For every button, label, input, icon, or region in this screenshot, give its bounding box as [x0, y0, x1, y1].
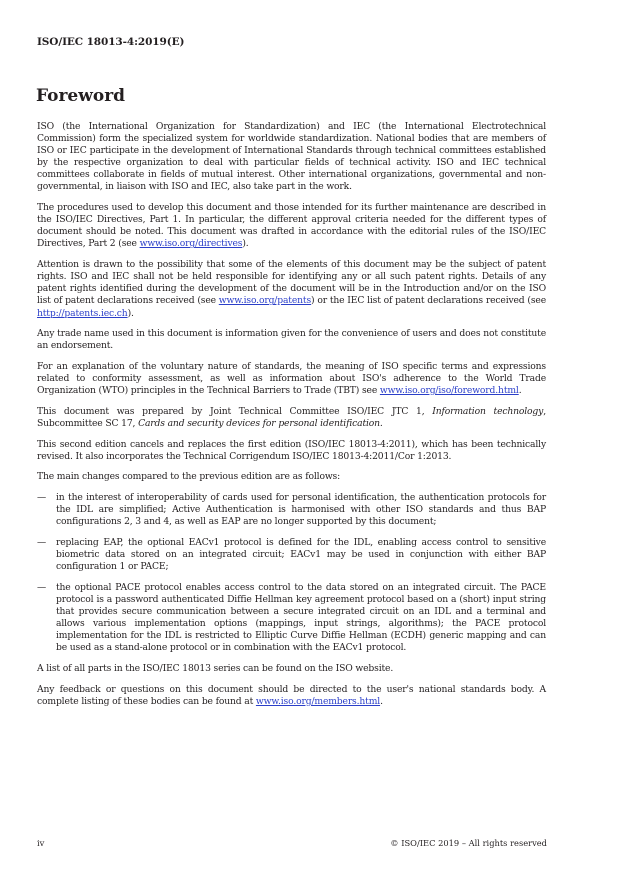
paragraph-text: The procedures used to develop this document and those intended for its further maintenance are described in the ISO/IEC Directives, Part 1. In particular, the different approval criteria needed for the different types of document should be noted. This document was drafted in accordance with the editorial rules of the ISO/IEC Directives, Part 2 (see — [37, 202, 546, 250]
paragraph-text: Attention is drawn to the possibility that some of the elements of this document may be the subject of patent rights. ISO and IEC shall not be held responsible for identifying any or all such patent rights. Details of any patent rights identified during the development of the document will be in the Introduction and/or on the ISO list of patent declarations received (see — [37, 259, 546, 307]
paragraph-text: . — [518, 385, 522, 397]
paragraph-text: For an explanation of the voluntary nature of standards, the meaning of ISO specific terms and expressions related to conformity assessment, as well as information about ISO's adherence to the World Trade Organization (WTO) principles in the Technical Barriers to Trade (TBT) see — [37, 360, 546, 397]
paragraph-trade-name: Any trade name used in this document is information given for the convenience of users and does not constitute an endorsement. — [37, 328, 546, 352]
page-number: iv — [37, 838, 45, 848]
paragraph-feedback — [37, 684, 546, 708]
paragraph-text: . — [380, 695, 383, 707]
list-item — [37, 492, 546, 528]
document-id-header: ISO/IEC 18013-4:2019(E) — [37, 36, 185, 48]
list-item — [37, 582, 546, 655]
paragraph-prepared-by — [37, 406, 546, 430]
foreword-body — [37, 121, 546, 716]
page-title: Foreword — [36, 86, 126, 106]
list-item — [37, 537, 546, 573]
paragraph-second-edition: This second edition cancels and replaces the first edition (ISO/IEC 18013-4:2011), which has been technically revised. It also incorporates the Technical Corrigendum ISO/IEC 18013-4:2011/Cor 1:2013. — [37, 438, 546, 462]
paragraph-text: ) or the IEC list of patent declarations received (see — [311, 295, 546, 307]
paragraph-voluntary-nature — [37, 361, 546, 397]
paragraph-patents — [37, 259, 546, 319]
paragraph-text: ). — [127, 307, 134, 319]
dash-bullet: — — [37, 536, 47, 548]
dash-bullet: — — [37, 492, 47, 504]
paragraph-parts-list: A list of all parts in the ISO/IEC 18013 series can be found on the ISO website. — [37, 663, 394, 674]
copyright-notice: © ISO/IEC 2019 – All rights reserved — [390, 838, 547, 848]
iso-patents-link[interactable]: www.iso.org/patents — [218, 295, 312, 307]
list-item-text: replacing EAP, the optional EACv1 protocol is defined for the IDL, enabling access control to sensitive biometric data stored on an integrated circuit; EACv1 may be used in conjunction with either BAP configuration 1 or PACE; — [56, 536, 546, 573]
paragraph-text: Any feedback or questions on this document should be directed to the user's national standards body. A complete listing of these bodies can be found at — [37, 683, 546, 707]
changes-list — [37, 492, 546, 654]
list-item-text: in the interest of interoperability of cards used for personal identification, the authentication protocols for the IDL are simplified; Active Authentication is harmonised with other ISO standards and thus BAP configurations 2, 3 and 4, as well as EAP are no longer supported by this document; — [56, 492, 546, 528]
paragraph-text: This document was prepared by Joint Technical Committee ISO/IEC JTC 1, — [37, 405, 433, 417]
paragraph-text: ). — [242, 238, 249, 250]
list-item-text: the optional PACE protocol enables access control to the data stored on an integrated circuit. The PACE protocol is a password authenticated Diffie Hellman key agreement protocol based on a (short) input string that provides secure communication between a secure integrated circuit on an IDL and a terminal and allows various implementation options (mappings, input strings, algorithms); the PACE protocol implementation for the IDL is restricted to Elliptic Curve Diffie Hellman (ECDH) generic mapping and can be used as a stand-alone protocol or in combination with the EACv1 protocol. — [56, 581, 546, 654]
directives-link[interactable]: www.iso.org/directives — [139, 238, 243, 250]
members-link[interactable]: www.iso.org/members.html — [255, 695, 381, 707]
paragraph-text: . — [379, 417, 383, 429]
paragraph-iso-iec-intro: ISO (the International Organization for Standardization) and IEC (the International Electrotechnical Commission) form the specialized system for worldwide standardization. National bodies that are members of ISO or IEC participate in the development of International Standards through technical committees established by the respective organization to deal with particular fields of technical activity. ISO and IEC technical committees collaborate in fields of mutual interest. Other international organizations, governmental and non-governmental, in liaison with ISO and IEC, also take part in the work. — [37, 121, 546, 193]
paragraph-procedures — [37, 202, 546, 250]
paragraph-main-changes: The main changes compared to the previous edition are as follows: — [37, 471, 341, 483]
committee-title: Information technology — [432, 405, 544, 417]
dash-bullet: — — [37, 581, 47, 593]
subcommittee-title: Cards and security devices for personal identification — [138, 417, 380, 429]
paragraph-text: , Subcommittee SC 17, — [37, 405, 546, 429]
iec-patents-link[interactable]: http://patents.iec.ch — [37, 307, 128, 319]
foreword-link[interactable]: www.iso.org/iso/foreword.html — [379, 385, 519, 397]
